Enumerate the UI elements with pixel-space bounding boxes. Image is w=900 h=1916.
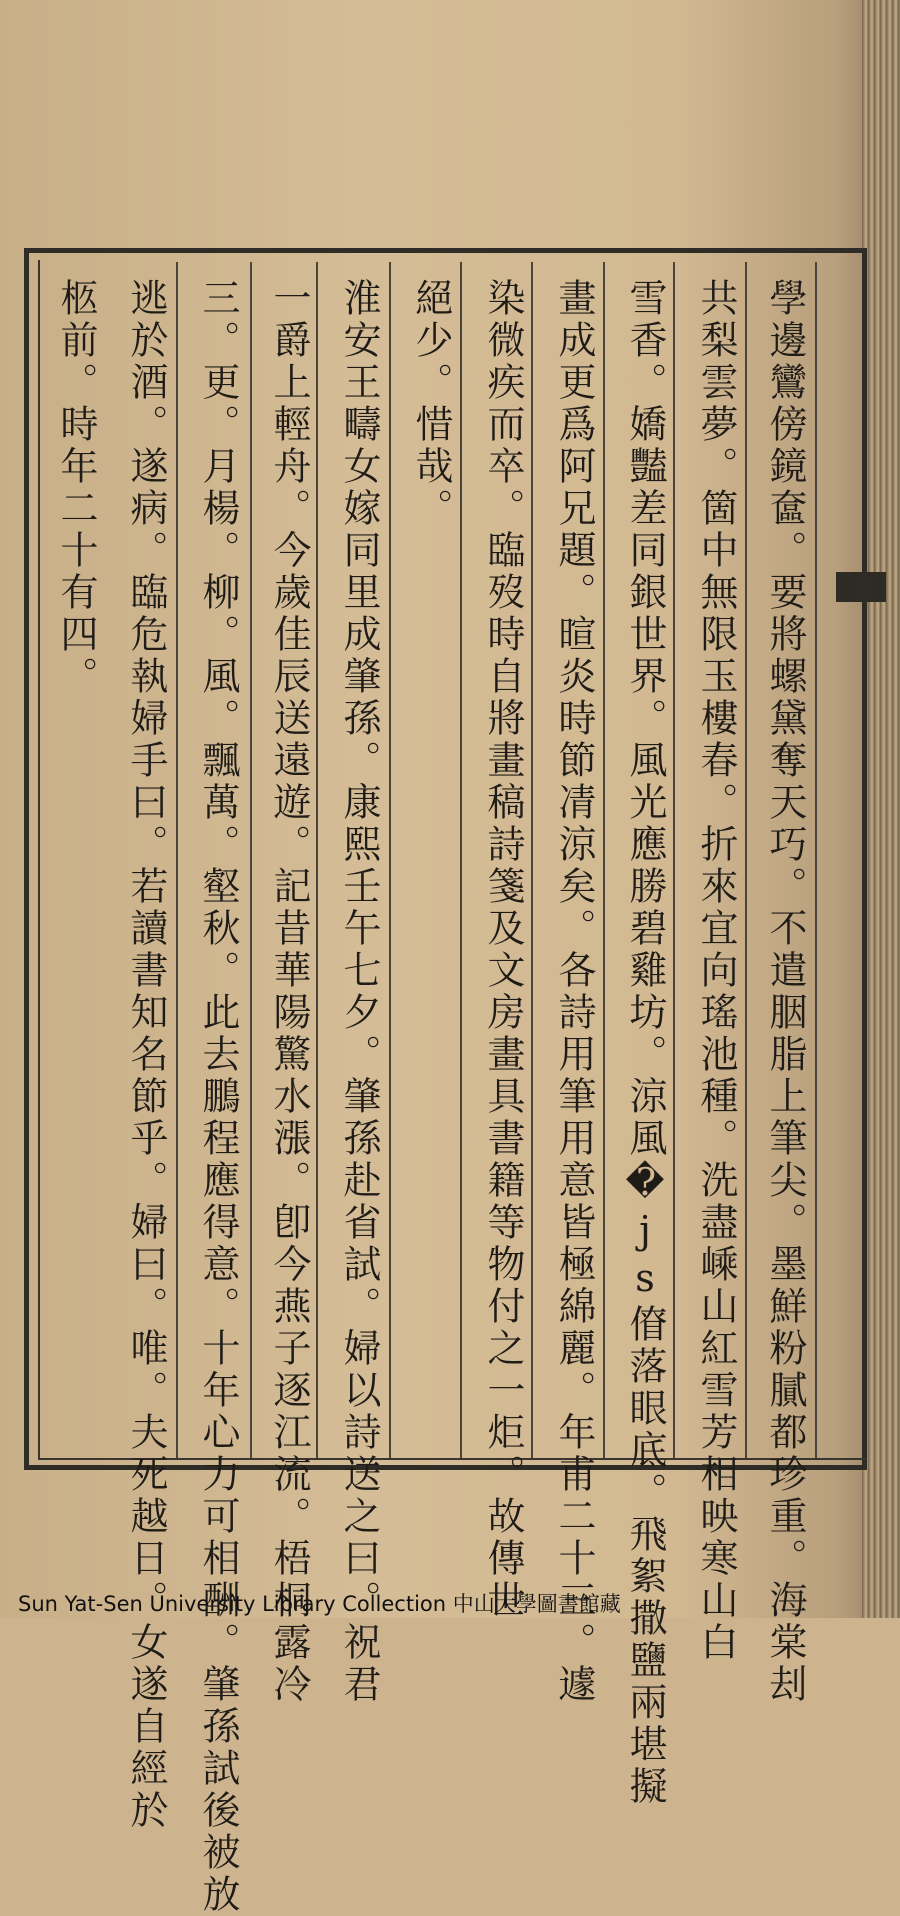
column-rule xyxy=(673,262,675,1458)
text-column: 學邊鸞傍鏡奩。要將螺黛奪天巧。不遣胭脂上筆尖。墨鮮粉膩都珍重。海棠刦 xyxy=(763,278,807,1706)
text-column: 染微疾而卒。臨歿時自將畫稿詩箋及文房畫具書籍等物付之一炬。故傳世 xyxy=(481,278,525,1622)
text-column: 一爵上輕舟。今歲佳辰送遠遊。記昔華陽驚水漲。卽今燕子逐江流。梧桐露冷 xyxy=(267,278,311,1706)
column-rule xyxy=(389,262,391,1458)
column-rule xyxy=(176,262,178,1458)
text-column: 雪香。嬌豔差同銀世界。風光應勝碧雞坊。涼風�js傄落眼底。飛絮撒鹽兩堪擬 xyxy=(623,278,667,1808)
text-column: 逃於酒。遂病。臨危執婦手曰。若讀書知名節乎。婦曰。唯。夫死越日。女遂自經於 xyxy=(124,278,168,1832)
column-rule xyxy=(745,262,747,1458)
text-column: 三。更。月楊。柳。風。飄萬。壑秋。此去鵬程應得意。十年心力可相酬。肇孫試後被放 xyxy=(196,278,240,1916)
text-column: 畫成更爲阿兄題。暄炎時節凊涼矣。各詩用筆用意皆極綿麗。年甫二十三。遽 xyxy=(552,278,596,1706)
column-rule xyxy=(460,262,462,1458)
text-column: 共梨雲夢。箇中無限玉樓春。折來宜向瑤池種。洗盡嵊山紅雪芳相映寒山白 xyxy=(694,278,738,1664)
collection-caption: Sun Yat-Sen University Library Collection 中山大學圖書館藏 xyxy=(18,1592,621,1616)
text-column: 絕少。惜哉。 xyxy=(409,278,453,530)
text-column: 柩前。時年二十有四。 xyxy=(54,278,98,698)
column-rule xyxy=(603,262,605,1458)
column-rule xyxy=(250,262,252,1458)
page-edge xyxy=(862,0,900,1618)
column-rule xyxy=(815,262,817,1458)
column-rule xyxy=(531,262,533,1458)
text-column: 淮安王疇女嫁同里成肇孫。康熙壬午七夕。肇孫赴省試。婦以詩送之曰。祝君 xyxy=(337,278,381,1706)
